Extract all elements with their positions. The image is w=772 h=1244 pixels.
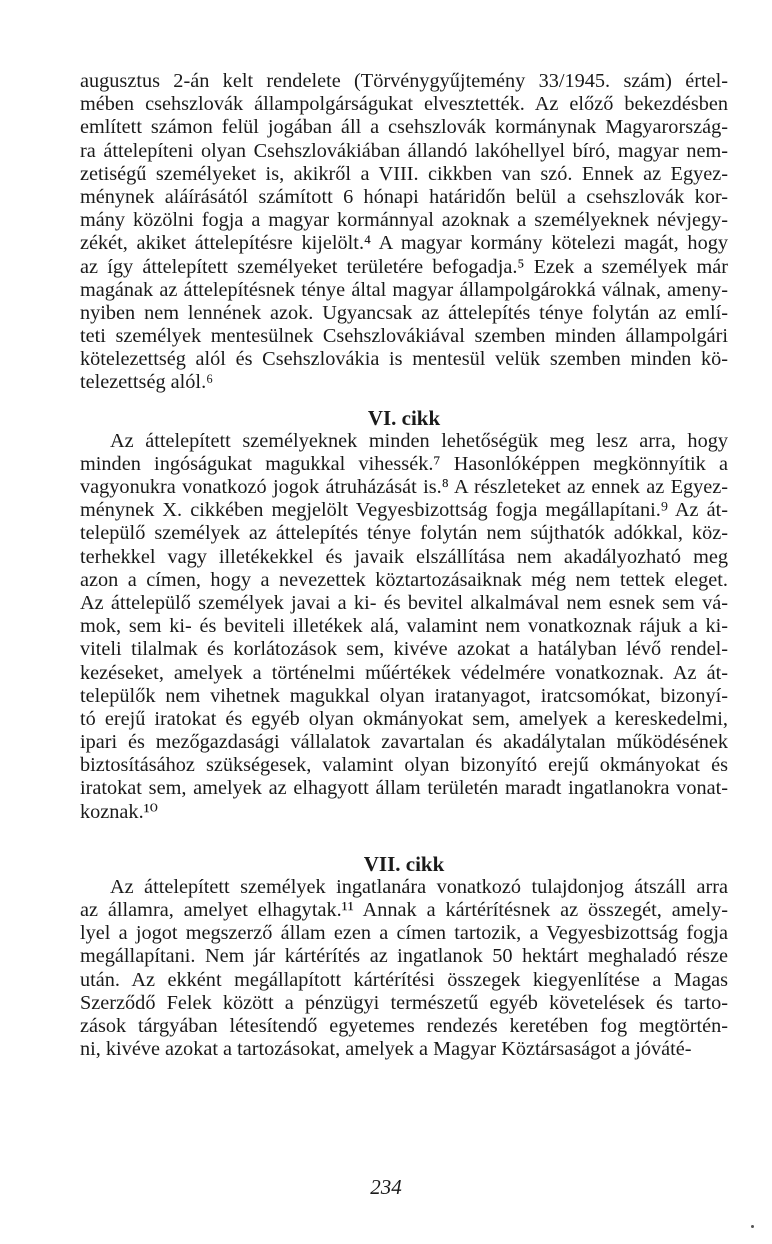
text-line: Az áttelepülő személyek javai a ki- és bevitel alkalmával nem esnek sem vá- — [80, 591, 728, 614]
text-line: kötelezettség alól és Csehszlovákia is mentesül velük szemben minden kö- — [80, 348, 728, 371]
scan-speck — [751, 1225, 754, 1228]
paragraph-article-vii — [80, 876, 728, 1062]
text-line: terhekkel vagy illetékekkel és javaik elszállítása nem akadályozható meg — [80, 545, 728, 568]
text-line: ipari és mezőgazdasági vállalatok zavartalan és akadálytalan működésének — [80, 731, 728, 754]
text-line: zetiségű személyeket is, akikről a VIII. cikkben van szó. Ennek az Egyez- — [80, 162, 728, 185]
text-line: lyel a jogot megszerző állam ezen a címen tartozik, a Vegyesbizottság fogja — [80, 922, 728, 945]
text-line: Az áttelepített személyek ingatlanára vonatkozó tulajdonjog átszáll arra — [110, 875, 728, 898]
text-line: minden ingóságukat magukkal vihessék.⁷ Hasonlóképpen megkönnyítik a — [80, 452, 728, 475]
heading-article-vi: VI. cikk — [367, 405, 441, 430]
text-line: iratokat sem, amelyek az elhagyott állam területén maradt ingatlanokra vonat- — [80, 777, 728, 800]
text-line: zások tárgyában létesítendő egyetemes rendezés keretében fog megtörtén- — [80, 1014, 728, 1037]
text-line: nyiben nem lennének azok. Ugyancsak az áttelepítés ténye folytán az emlí- — [80, 301, 728, 324]
text-line: teti személyek mentesülnek Csehszlovákiával szemben minden állampolgári — [80, 325, 728, 348]
text-line: mében csehszlovák állampolgárságukat elvesztették. Az előző bekezdésben — [80, 93, 728, 116]
text-line: viteli tilalmak és korlátozások sem, kivéve azokat a hatályban lévő rendel- — [80, 638, 728, 661]
text-line: biztosításához szükségesek, valamint olyan bizonyító erejű okmányokat és — [80, 754, 728, 777]
text-line: mok, sem ki- és beviteli illetékek alá, valamint nem vonatkoznak rájuk a ki- — [80, 615, 728, 638]
text-line: az így áttelepített személyeket területére befogadja.⁵ Ezek a személyek már — [80, 255, 728, 278]
text-line: koznak.¹⁰ — [80, 800, 158, 823]
text-line: kezéseket, amelyek a történelmi műértékek védelmére vonatkoznak. Az át- — [80, 661, 728, 684]
text-line: vagyonukra vonatkozó jogok átruházását is.⁸ A részleteket az ennek az Egyez- — [80, 476, 728, 498]
text-line: telezettség alól.⁶ — [80, 371, 214, 394]
text-line: augusztus 2-án kelt rendelete (Törvénygyűjtemény 33/1945. szám) értel- — [80, 70, 728, 92]
text-line: ménynek X. cikkében megjelölt Vegyesbizottság fogja megállapítani.⁹ Az át- — [80, 499, 728, 522]
text-line: ménynek aláírásától számított 6 hónapi határidőn belül a csehszlovák kor- — [80, 185, 728, 208]
page-body — [80, 70, 728, 1061]
text-line: az államra, amelyet elhagytak.¹¹ Annak a kártérítésnek az összegét, amely- — [80, 899, 728, 921]
paragraph-article-vi — [80, 430, 728, 824]
page-number: 234 — [370, 1175, 402, 1199]
heading-article-vii: VII. cikk — [363, 851, 445, 876]
text-line: ra áttelepíteni olyan Csehszlovákiában állandó lakóhellyel bíró, magyar nem- — [80, 139, 728, 162]
text-line: tó erejű iratokat és egyéb olyan okmányokat sem, amelyek a kereskedelmi, — [80, 707, 728, 730]
text-line: magának az áttelepítésnek ténye által magyar állampolgárokká válnak, ameny- — [80, 278, 728, 301]
paragraph-intro — [80, 70, 728, 395]
text-line: Szerződő Felek között a pénzügyi természetű egyéb követelések és tarto- — [80, 991, 728, 1014]
text-line: mány közölni fogja a magyar kormánnyal azoknak a személyeknek névjegy- — [80, 209, 728, 232]
text-line: megállapítani. Nem jár kártérítés az ingatlanok 50 hektárt meghaladó része — [80, 945, 728, 968]
text-line: azon a címen, hogy a nevezettek köztartozásaiknak még nem tettek eleget. — [80, 568, 728, 591]
text-line: után. Az ekként megállapított kártérítési összegek kiegyenlítése a Magas — [80, 968, 728, 991]
text-line: települő személyek az áttelepítés ténye folytán nem sújthatók adókkal, köz- — [80, 522, 728, 545]
text-line: zékét, akiket áttelepítésre kijelölt.⁴ A magyar kormány kötelezi magát, hogy — [80, 232, 728, 255]
text-line: említett számon felül jogában áll a csehszlovák kormánynak Magyarország- — [80, 116, 728, 139]
text-line: települők nem vihetnek magukkal olyan iratanyagot, iratcsomókat, bizonyí- — [80, 684, 728, 707]
text-line: Az áttelepített személyeknek minden lehetőségük meg lesz arra, hogy — [110, 429, 728, 452]
text-line: ni, kivéve azokat a tartozásokat, amelyek a Magyar Köztársaságot a jóváté- — [80, 1038, 692, 1061]
